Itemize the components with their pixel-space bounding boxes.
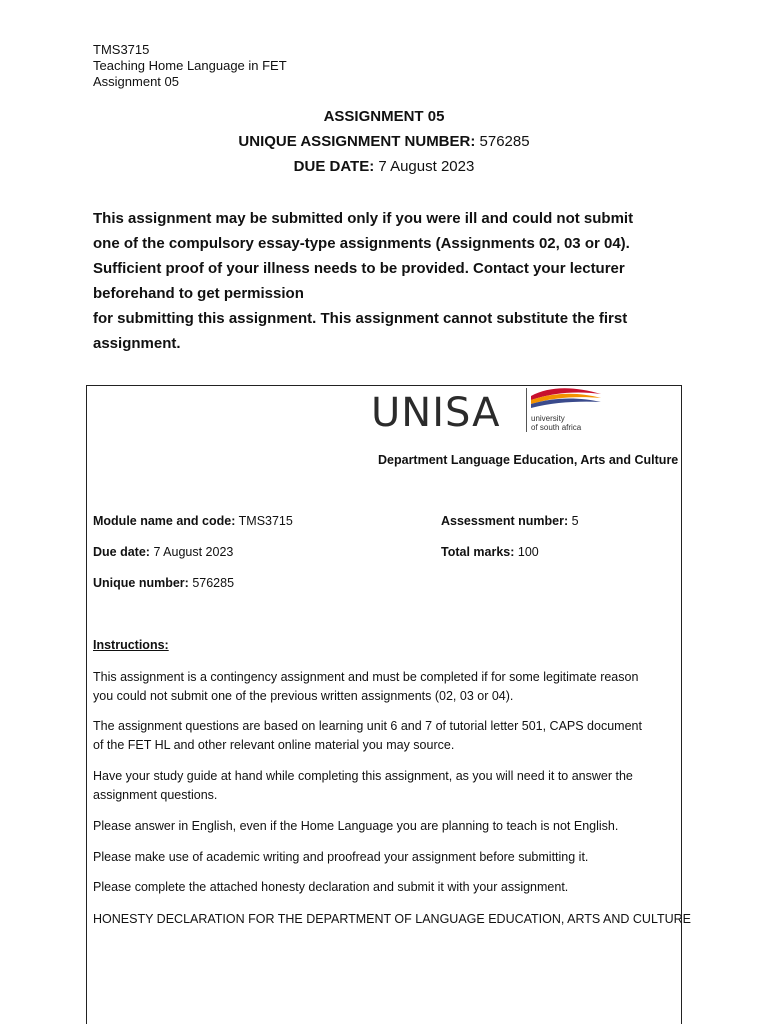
total-marks-field [441,545,539,559]
logo-flag-icon [529,386,604,414]
department-name: Department Language Education, Arts and Culture [378,453,679,467]
logo-subtitle-line1: university [531,414,565,423]
due-date-value: 7 August 2023 [378,158,475,175]
instruction-line: Have your study guide at hand while completing this assignment, as you will need it to answer the [93,769,633,783]
document-header [93,42,287,90]
instruction-line: This assignment is a contingency assignment and must be completed if for some legitimate reason [93,670,639,684]
course-name: Teaching Home Language in FET [93,58,287,73]
instructions-heading: Instructions: [93,638,169,652]
due-date-field [93,545,233,559]
due-date-label: DUE DATE: [293,158,375,175]
total-marks-label: Total marks: [441,545,515,559]
instruction-line: of the FET HL and other relevant online material you may source. [93,738,455,752]
assignment-label: Assignment 05 [93,74,179,89]
logo-subtitle-line2: of south africa [531,423,582,432]
unique-assignment-number [0,133,768,150]
instruction-paragraph [93,878,668,897]
module-value: TMS3715 [238,514,293,528]
instruction-line: you could not submit one of the previous written assignments (02, 03 or 04). [93,689,514,703]
unique-assignment-label: UNIQUE ASSIGNMENT NUMBER: [238,133,476,150]
cover-due-value: 7 August 2023 [153,545,234,559]
course-code: TMS3715 [93,42,150,57]
logo-subtitle [531,414,581,432]
cover-due-label: Due date: [93,545,150,559]
logo-wordmark: UNISA [371,390,501,436]
instruction-line: assignment questions. [93,788,218,802]
instruction-line: Please answer in English, even if the Home Language you are planning to teach is not English. [93,819,619,833]
instruction-line: Please complete the attached honesty declaration and submit it with your assignment. [93,880,569,894]
instruction-line: HONESTY DECLARATION FOR THE DEPARTMENT OF LANGUAGE EDUCATION, ARTS AND CULTURE [93,912,692,926]
notice-line: Sufficient proof of your illness needs to be provided. Contact your lecturer [93,260,625,277]
module-label: Module name and code: [93,514,236,528]
notice-line: for submitting this assignment. This assignment cannot substitute the first [93,310,628,327]
instruction-paragraph [93,767,668,805]
total-marks-value: 100 [517,545,539,559]
instruction-paragraph [93,817,668,836]
notice-line: beforehand to get permission [93,285,304,302]
instruction-line: The assignment questions are based on learning unit 6 and 7 of tutorial letter 501, CAPS document [93,719,642,733]
assessment-value: 5 [571,514,579,528]
unique-number-label: Unique number: [93,576,189,590]
module-field [93,514,293,528]
instruction-line: Please make use of academic writing and proofread your assignment before submitting it. [93,850,589,864]
unique-number-value: 576285 [192,576,235,590]
unique-number-field [93,576,234,590]
assessment-field [441,514,579,528]
unisa-logo [371,386,611,436]
notice-line: one of the compulsory essay-type assignments (Assignments 02, 03 or 04). [93,235,630,252]
instruction-paragraph [93,668,668,706]
notice-line: assignment. [93,335,181,352]
submission-notice [93,206,673,356]
assignment-heading: ASSIGNMENT 05 [323,108,445,125]
due-date-line [0,158,768,175]
instruction-paragraph [93,717,668,755]
notice-line: This assignment may be submitted only if you were ill and could not submit [93,210,634,227]
assessment-label: Assessment number: [441,514,569,528]
instruction-paragraph [93,848,668,867]
unique-assignment-value: 576285 [479,133,530,150]
honesty-declaration-heading [93,910,692,929]
logo-divider [526,388,527,432]
